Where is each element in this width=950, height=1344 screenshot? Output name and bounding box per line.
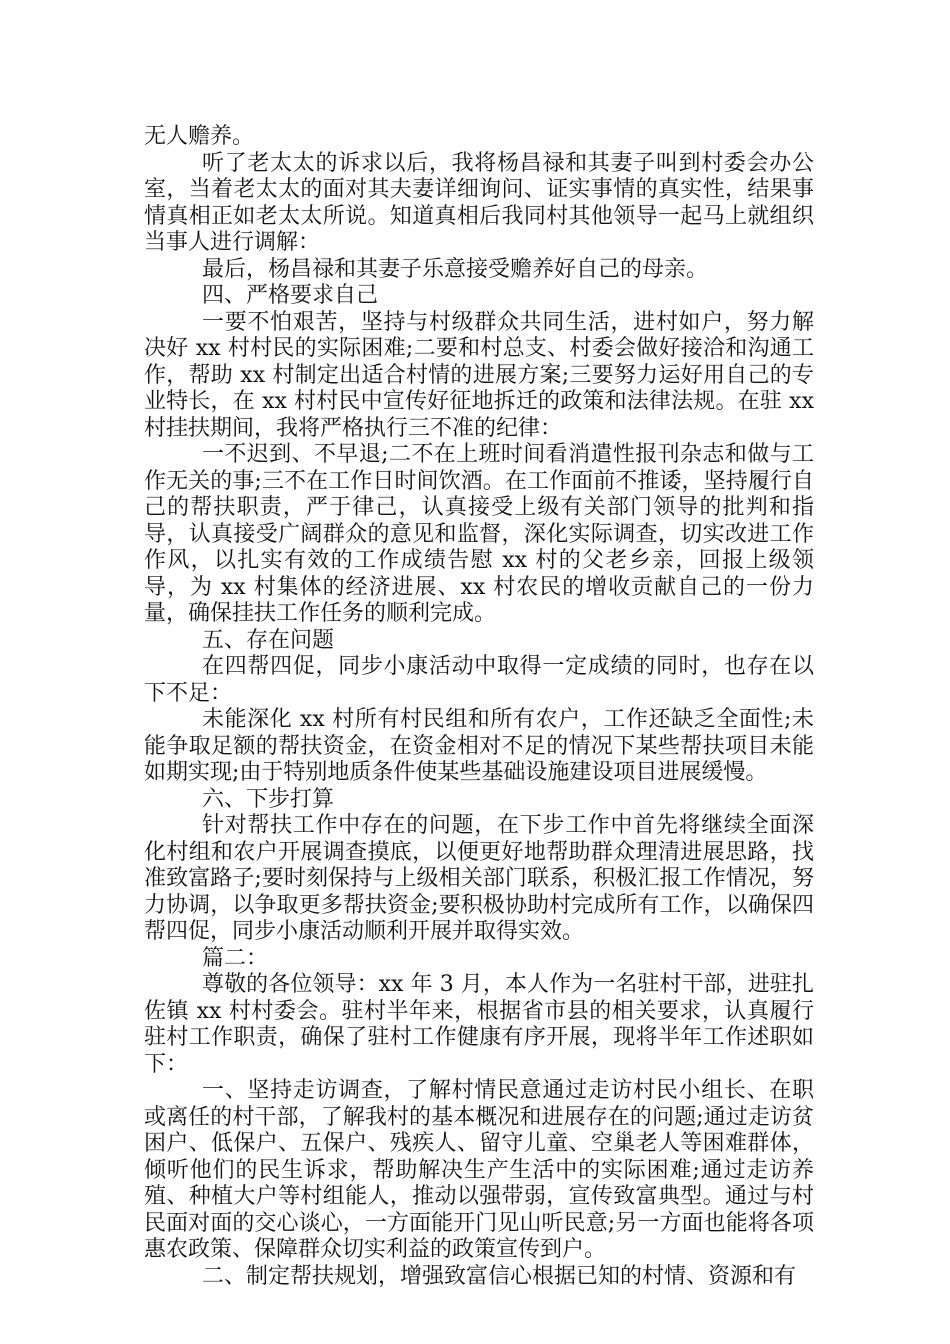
paragraph: 未能深化 xx 村所有村民组和所有农户，工作还缺乏全面性;未能争取足额的帮扶资金，在资金相对不足的情况下某些帮扶项目未能如期实现;由于特别地质条件使某些基础设施建设项目进展缓慢。 xyxy=(144,707,814,785)
paragraph: 一不迟到、不早退;二不在上班时间看消遣性报刊杂志和做与工作无关的事;三不在工作日时间饮酒。在工作面前不推诿，坚持履行自己的帮扶职责，严于律己，认真接受上级有关部门领导的批判和指导，认真接受广阔群众的意见和监督，深化实际调查，切实改进工作作风，以扎实有效的工作成绩告慰 xx 村的父老乡亲，回报上级领导，为 xx 村集体的经济进展、xx 村农民的增收贡献自己的一份力量，确保挂扶工作任务的顺利完成。 xyxy=(144,442,814,626)
paragraph: 最后，杨昌禄和其妻子乐意接受赡养好自己的母亲。 xyxy=(202,256,709,282)
paragraph: 在四帮四促，同步小康活动中取得一定成绩的同时，也存在以下不足： xyxy=(144,654,814,706)
paragraph: 针对帮扶工作中存在的问题，在下步工作中首先将继续全面深化村组和农户开展调查摸底，以便更好地帮助群众理清进展思路，找准致富路子;要时刻保持与上级相关部门联系，积极汇报工作情况，努力协调，以争取更多帮扶资金;要积极协助村完成所有工作，以确保四帮四促，同步小康活动顺利开展并取得实效。 xyxy=(144,813,814,944)
section-heading: 四、严格要求自己 xyxy=(202,283,379,308)
section-heading: 篇二： xyxy=(202,945,269,971)
paragraph: 无人赡养。 xyxy=(144,124,255,149)
paragraph: 一、坚持走访调查，了解村情民意通过走访村民小组长、在职或离任的村干部，了解我村的基本概况和进展存在的问题;通过走访贫困户、低保户、五保户、残疾人、留守儿童、空巢老人等困难群体，倾听他们的民生诉求，帮助解决生产生活中的实际困难;通过走访养殖、种植大户等村组能人，推动以强带弱，宣传致富典型。通过与村民面对面的交心谈心，一方面能开门见山听民意;另一方面也能将各项惠农政策、保障群众切实利益的政策宣传到户。 xyxy=(144,1078,814,1262)
paragraph: 一要不怕艰苦，坚持与村级群众共同生活，进村如户，努力解决好 xx 村村民的实际困难;二要和村总支、村委会做好接洽和沟通工作，帮助 xx 村制定出适合村情的进展方案;三要努力运好用自己的专业特长，在 xx 村村民中宣传好征地拆迁的政策和法律法规。在驻 xx 村挂扶期间，我将严格执行三不准的纪律： xyxy=(144,309,814,441)
paragraph: 听了老太太的诉求以后，我将杨昌禄和其妻子叫到村委会办公室，当着老太太的面对其夫妻详细询问、证实事情的真实性，结果事情真相正如老太太所说。知道真相后我同村其他领导一起马上就组织当事人进行调解： xyxy=(144,150,814,255)
paragraph: 尊敬的各位领导：xx 年 3 月，本人作为一名驻村干部，进驻扎佐镇 xx 村村委会。驻村半年来，根据省市县的相关要求，认真履行驻村工作职责，确保了驻村工作健康有序开展，现将半年工作述职如下： xyxy=(144,972,814,1077)
document-body xyxy=(144,124,814,1290)
section-heading: 五、存在问题 xyxy=(202,627,335,653)
paragraph: 二、制定帮扶规划，增强致富信心根据已知的村情、资源和有 xyxy=(202,1263,797,1289)
section-heading: 六、下步打算 xyxy=(202,786,335,812)
